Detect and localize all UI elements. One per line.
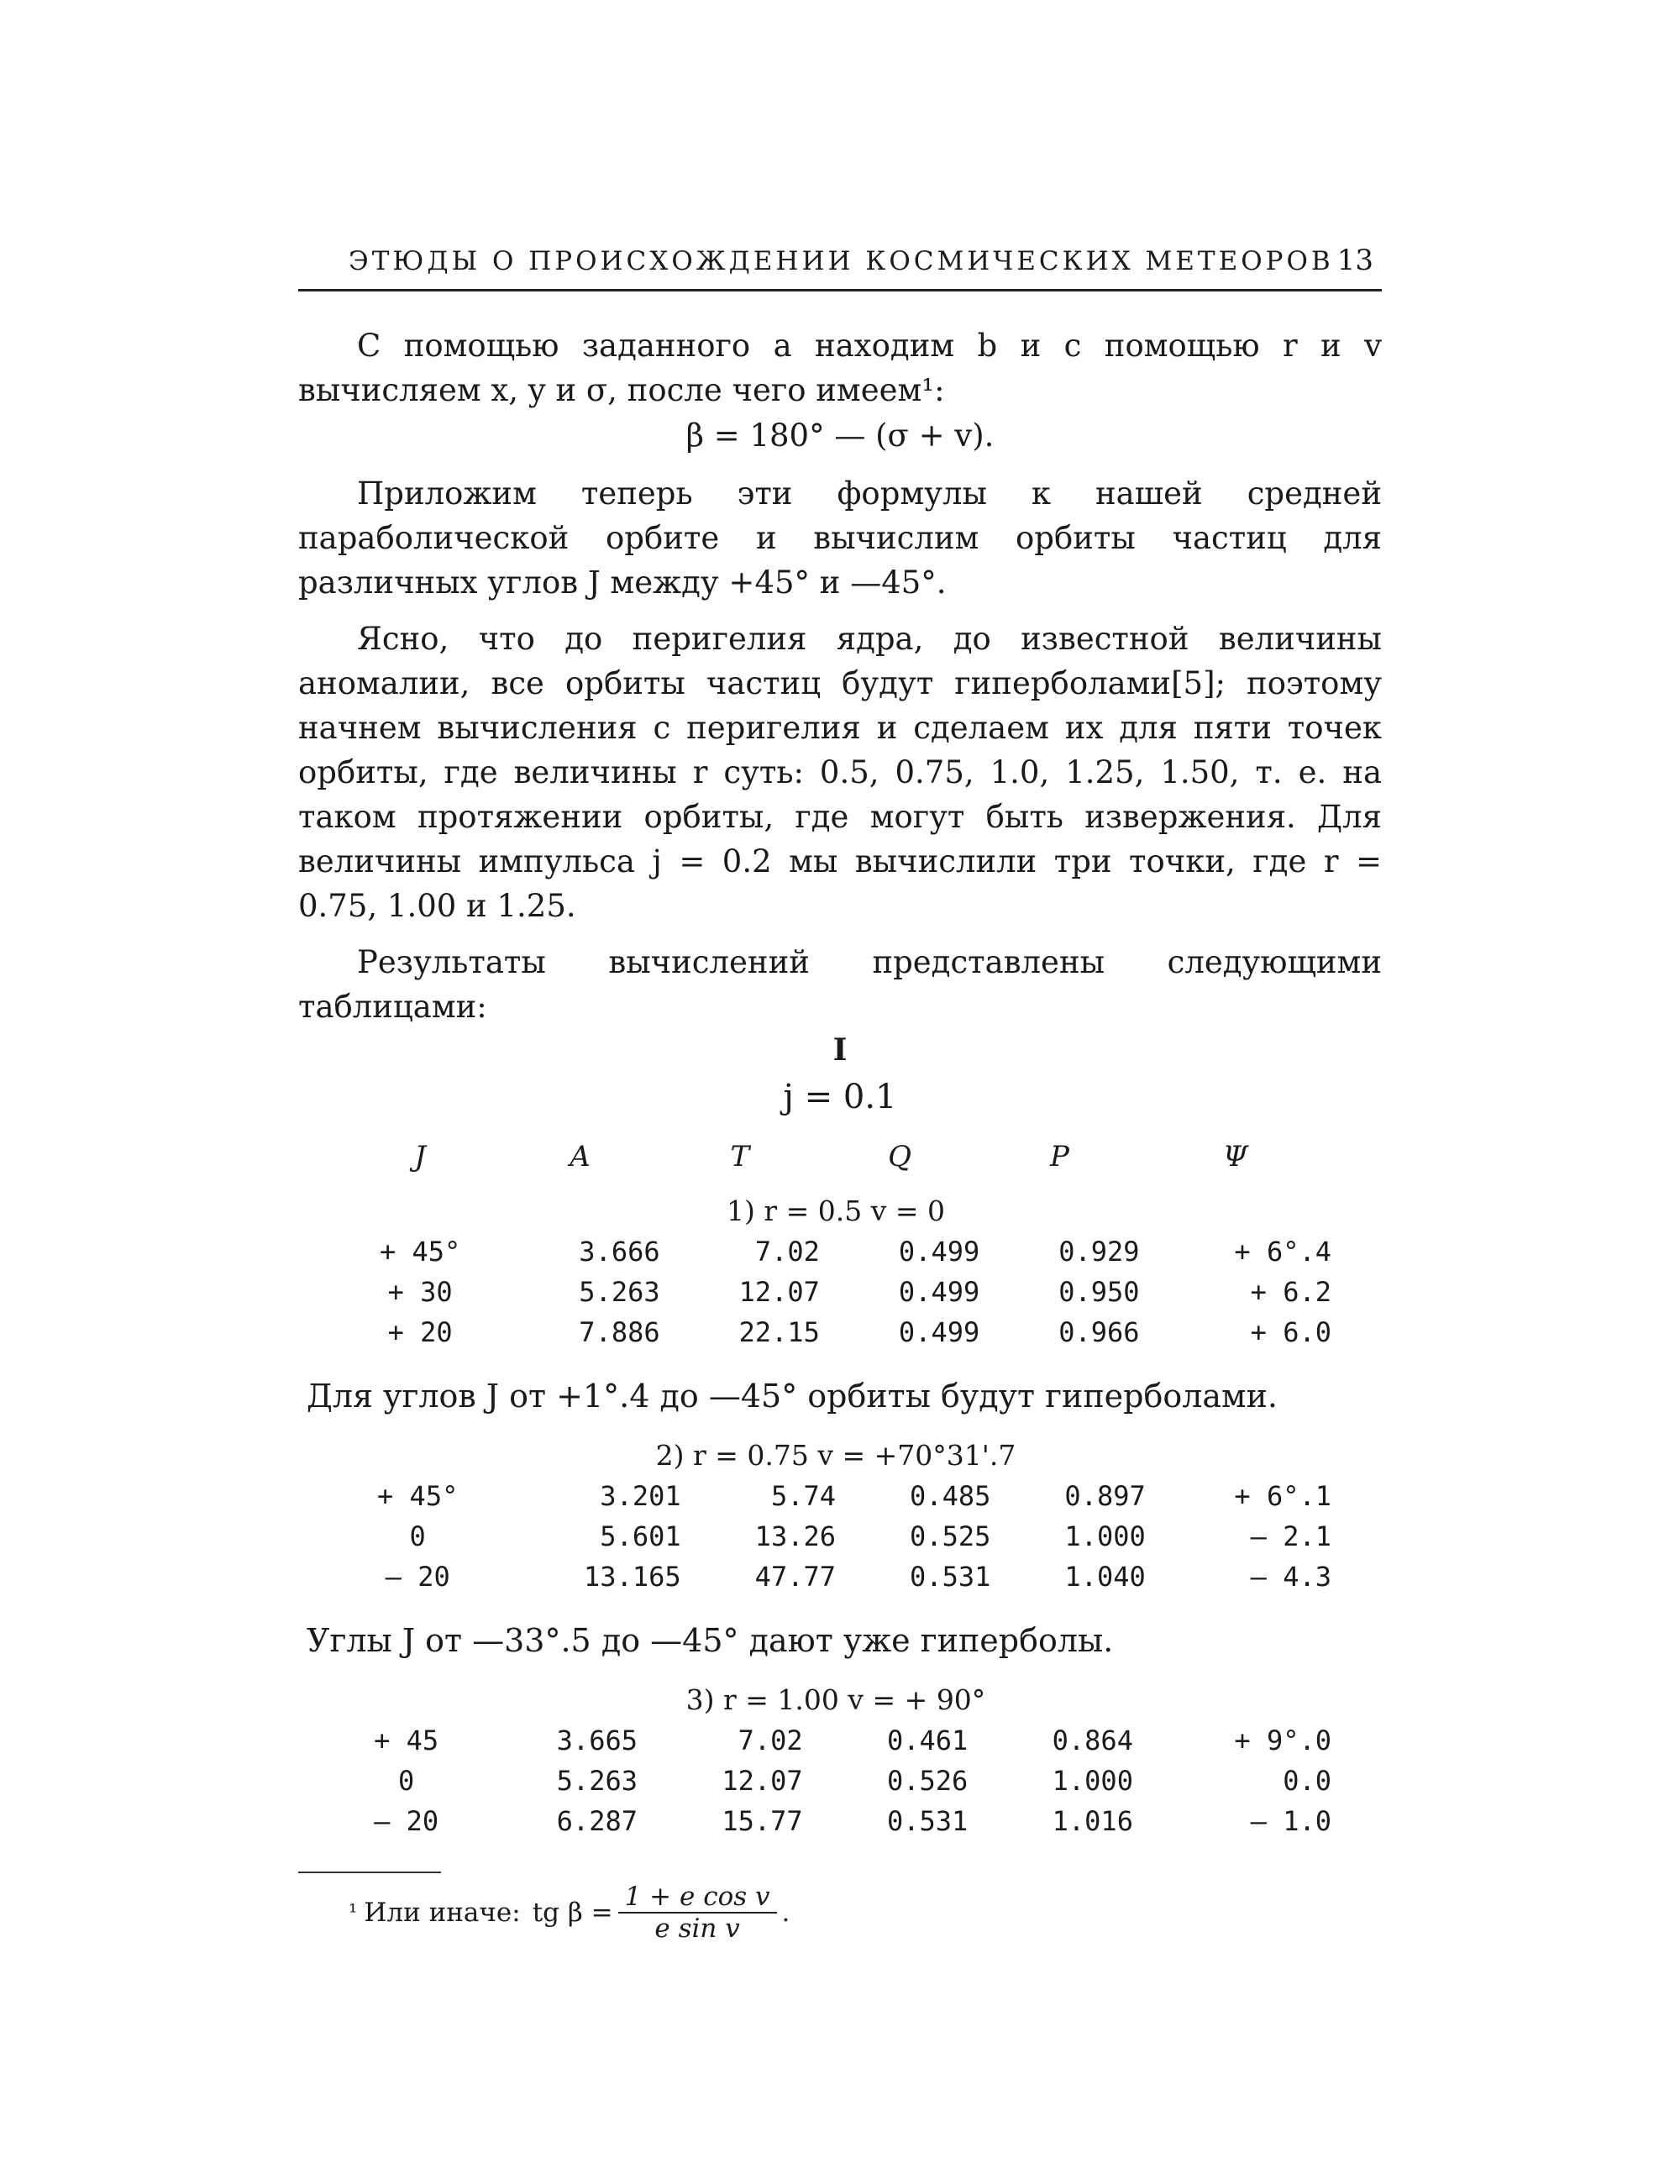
cell: 0.531	[910, 1561, 991, 1593]
cell: 0	[409, 1520, 426, 1552]
cell: 1.000	[1052, 1765, 1133, 1797]
cell: + 20	[387, 1316, 453, 1348]
cell: 0.526	[886, 1765, 969, 1797]
paragraph-2: Приложим теперь эти формулы к нашей средней параболической орбите и вычислим орбиты частиц для различных углов J между +45° и —45°.	[298, 475, 1382, 601]
running-title: ЭТЮДЫ О ПРОИСХОЖДЕНИИ КОСМИЧЕСКИХ МЕТЕОРОВ	[349, 246, 1334, 276]
cell: 0.461	[886, 1725, 969, 1756]
cell: 22.15	[738, 1316, 820, 1348]
results-table-part-2	[340, 1435, 1331, 1597]
cell: + 45°	[379, 1236, 461, 1268]
page-number: 13	[1336, 244, 1373, 277]
cell: 5.263	[556, 1765, 638, 1797]
cell: 7.02	[738, 1725, 803, 1756]
cell: + 6°.4	[1234, 1236, 1331, 1268]
table-row	[340, 1720, 1331, 1761]
cell: — 2.1	[1250, 1520, 1331, 1552]
cell: — 4.3	[1250, 1561, 1331, 1593]
cell: 1.016	[1052, 1805, 1133, 1837]
cell: + 9°.0	[1234, 1725, 1331, 1756]
col-header-j: J	[414, 1140, 426, 1173]
col-header-t: T	[730, 1140, 750, 1173]
cell: 0.499	[898, 1276, 980, 1308]
cell: 7.886	[579, 1316, 660, 1348]
cell: 0.499	[898, 1236, 980, 1268]
case-1-label: 1) r = 0.5 v = 0	[726, 1194, 945, 1227]
cell: 47.77	[754, 1561, 836, 1593]
cell: 3.666	[579, 1236, 660, 1268]
cell: 12.07	[738, 1276, 820, 1308]
results-table	[340, 1116, 1331, 1352]
cell: 0.864	[1052, 1725, 1133, 1756]
table-row	[340, 1801, 1331, 1841]
cell: 3.201	[600, 1480, 681, 1512]
cell: 0.966	[1058, 1316, 1140, 1348]
cell: + 30	[387, 1276, 453, 1308]
fraction-numerator: 1 + e cos v	[618, 1882, 777, 1914]
cell: 0.525	[910, 1520, 991, 1552]
cell: 0.499	[898, 1316, 980, 1348]
cell: 5.74	[770, 1480, 836, 1512]
table-row	[340, 1272, 1331, 1312]
cell: 3.665	[556, 1725, 638, 1756]
formula-beta: β = 180° — (σ + v).	[685, 417, 995, 454]
book-page	[298, 244, 1382, 1944]
case-1-note: Для углов J от +1°.4 до —45° орбиты будут гиперболами.	[307, 1378, 1278, 1415]
results-table-part-3	[340, 1679, 1331, 1841]
cell: 1.040	[1064, 1561, 1146, 1593]
table-row	[340, 1312, 1331, 1352]
case-3-label: 3) r = 1.00 v = + 90°	[685, 1683, 986, 1716]
cell: — 1.0	[1250, 1805, 1331, 1837]
footnote-tail: .	[781, 1898, 790, 1928]
table-title: I	[832, 1032, 848, 1068]
cell: 0.531	[886, 1805, 969, 1837]
table-row	[340, 1557, 1331, 1597]
cell: 0	[398, 1765, 415, 1797]
table-row	[340, 1231, 1331, 1272]
col-header-p: P	[1049, 1140, 1069, 1173]
paragraph-4: Результаты вычислений представлены следующими таблицами:	[298, 944, 1382, 1025]
table-row	[340, 1476, 1331, 1516]
cell: 15.77	[722, 1805, 803, 1837]
case-2-label: 2) r = 0.75 v = +70°31'.7	[655, 1439, 1016, 1472]
cell: — 20	[374, 1805, 439, 1837]
cell: 0.0	[1283, 1765, 1331, 1797]
fraction-denominator: e sin v	[654, 1914, 740, 1944]
cell: 13.165	[584, 1561, 681, 1593]
cell: 12.07	[722, 1765, 803, 1797]
cell: 7.02	[754, 1236, 820, 1268]
cell: 5.601	[600, 1520, 681, 1552]
cell: — 20	[385, 1561, 450, 1593]
footnote-text: Или иначе:	[364, 1898, 521, 1928]
cell: 13.26	[754, 1520, 836, 1552]
col-header-q: Q	[888, 1140, 912, 1173]
table-row	[340, 1516, 1331, 1557]
running-header	[298, 244, 1382, 291]
paragraph-3: Ясно, что до перигелия ядра, до известной величины аномалии, все орбиты частиц будут гиперболами[5]; поэтому начнем вычисления с перигелия и сделаем их для пяти точек орбиты, где величины r суть: 0.5, 0.75, 1.0, 1.25, 1.50, т. е. на таком протяжении орбиты, где могут быть извержения. Для величины импульса j = 0.2 мы вычислили три точки, где r = 0.75, 1.00 и 1.25.	[298, 621, 1382, 924]
col-header-a: A	[570, 1140, 591, 1173]
table-row	[340, 1761, 1331, 1801]
footnote	[298, 1882, 1382, 1944]
cell: 0.929	[1058, 1236, 1140, 1268]
paragraph-1: С помощью заданного a находим b и с помощью r и v вычисляем x, y и σ, после чего имеем¹:	[298, 328, 1382, 408]
col-header-psi: Ψ	[1222, 1140, 1248, 1173]
footnote-divider	[298, 1872, 441, 1873]
cell: + 6.2	[1250, 1276, 1331, 1308]
cell: + 6°.1	[1234, 1480, 1331, 1512]
footnote-lhs: tg β =	[532, 1898, 613, 1928]
footnote-marker: ¹	[349, 1900, 358, 1925]
cell: + 45	[374, 1725, 439, 1756]
cell: 0.897	[1064, 1480, 1146, 1512]
cell: + 45°	[377, 1480, 459, 1512]
footnote-fraction	[618, 1882, 777, 1944]
table-subtitle: j = 0.1	[783, 1078, 897, 1116]
cell: 0.950	[1058, 1276, 1140, 1308]
cell: 0.485	[910, 1480, 991, 1512]
case-2-note: Углы J от —33°.5 до —45° дают уже гиперболы.	[307, 1622, 1114, 1659]
cell: 6.287	[556, 1805, 638, 1837]
cell: 1.000	[1064, 1520, 1146, 1552]
cell: 5.263	[579, 1276, 660, 1308]
table-header-row	[340, 1116, 1331, 1190]
cell: + 6.0	[1250, 1316, 1331, 1348]
